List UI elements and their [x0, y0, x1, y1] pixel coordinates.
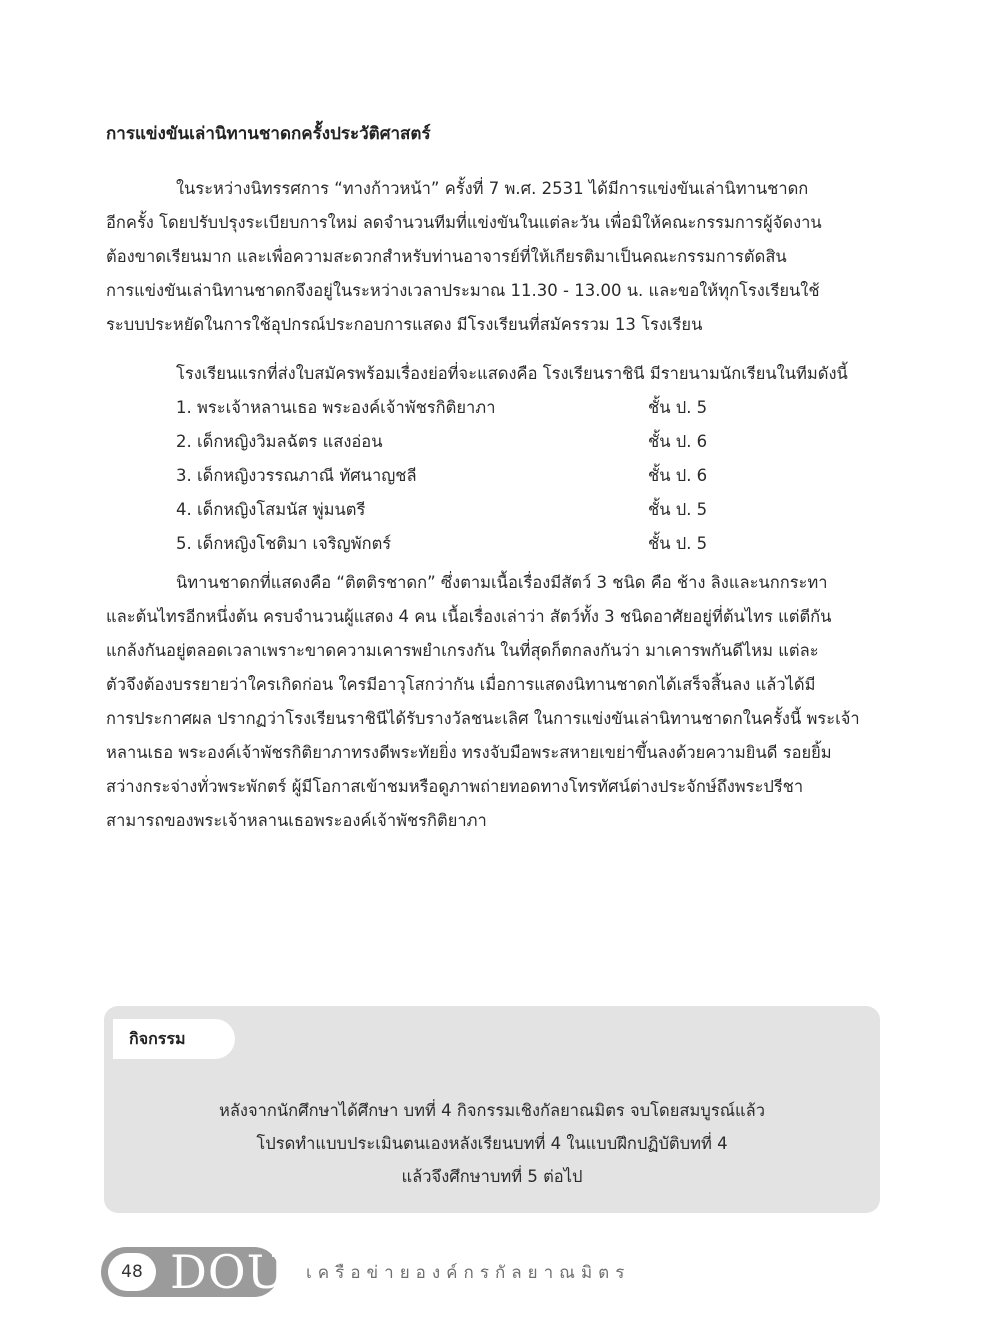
paragraph-line: การประกาศผล ปรากฏว่าโรงเรียนราชินีได้รับรางวัลชนะเลิศ ในการแข่งขันเล่านิทานชาดกในครั้งนี้ พระเจ้า [106, 709, 860, 728]
list-item [176, 527, 736, 561]
paragraph-line: หลานเธอ พระองค์เจ้าพัชรกิติยาภาทรงดีพระทัยยิ่ง ทรงจับมือพระสหายเขย่าขึ้นลงด้วยความยินดี รอยยิ้ม [106, 743, 832, 762]
member-grade: ชั้น ป. 5 [648, 398, 708, 417]
member-grade: ชั้น ป. 5 [648, 534, 708, 553]
paragraph-line: นิทานชาดกที่แสดงคือ “ติตติรชาดก” ซึ่งตามเนื้อเรื่องมีสัตว์ 3 ชนิด คือ ช้าง ลิงและนกกระทา [176, 573, 828, 592]
member-grade: ชั้น ป. 6 [648, 432, 708, 451]
member-name: 5. เด็กหญิงโชติมา เจริญพักตร์ [176, 534, 392, 553]
brand-logo: DOU [170, 1245, 287, 1299]
list-item [176, 391, 736, 425]
member-name: 2. เด็กหญิงวิมลฉัตร แสงอ่อน [176, 432, 383, 451]
team-member-list [176, 391, 736, 561]
activity-line: แล้วจึงศึกษาบทที่ 5 ต่อไป [401, 1167, 583, 1186]
paragraph-line: ระบบประหยัดในการใช้อุปกรณ์ประกอบการแสดง มีโรงเรียนที่สมัครรวม 13 โรงเรียน [106, 315, 703, 334]
list-item [176, 459, 736, 493]
section-heading: การแข่งขันเล่านิทานชาดกครั้งประวัติศาสตร์ [106, 124, 431, 144]
paragraph-first-school [106, 357, 882, 391]
activity-title: กิจกรรม [113, 1019, 235, 1059]
footer-network-text: เครือข่ายองค์กรกัลยาณมิตร [306, 1263, 631, 1283]
activity-line: โปรดทำแบบประเมินตนเองหลังเรียนบทที่ 4 ในแบบฝึกปฏิบัติบทที่ 4 [256, 1134, 728, 1153]
paragraph-line: การแข่งขันเล่านิทานชาดกจึงอยู่ในระหว่างเวลาประมาณ 11.30 - 13.00 น. และขอให้ทุกโรงเรียนใช้ [106, 281, 820, 300]
paragraph-line: สามารถของพระเจ้าหลานเธอพระองค์เจ้าพัชรกิติยาภา [106, 811, 487, 830]
list-item [176, 493, 736, 527]
activity-line: หลังจากนักศึกษาได้ศึกษา บทที่ 4 กิจกรรมเชิงกัลยาณมิตร จบโดยสมบูรณ์แล้ว [218, 1101, 766, 1120]
activity-instructions [104, 1094, 880, 1193]
paragraph-line: ต้องขาดเรียนมาก และเพื่อความสะดวกสำหรับท่านอาจารย์ที่ให้เกียรติมาเป็นคณะกรรมการตัดสิน [106, 247, 787, 266]
member-name: 4. เด็กหญิงโสมนัส พู่มนตรี [176, 500, 366, 519]
paragraph-line: สว่างกระจ่างทั่วพระพักตร์ ผู้มีโอกาสเข้าชมหรือดูภาพถ่ายทอดทางโทรทัศน์ต่างประจักษ์ถึงพระปรีชา [106, 777, 804, 796]
paragraph-line: แกล้งกันอยู่ตลอดเวลาเพราะขาดความเคารพยำเกรงกัน ในที่สุดก็ตกลงกันว่า มาเคารพกันดีไหม แต่ละ [106, 641, 819, 660]
member-grade: ชั้น ป. 5 [648, 500, 708, 519]
paragraph-jataka-story [106, 566, 882, 838]
paragraph-line: และต้นไทรอีกหนึ่งต้น ครบจำนวนผู้แสดง 4 คน เนื้อเรื่องเล่าว่า สัตว์ทั้ง 3 ชนิดอาศัยอยู่ที่ต้นไทร แต่ตีกัน [106, 607, 832, 626]
paragraph-line: ตัวจึงต้องบรรยายว่าใครเกิดก่อน ใครมีอาวุโสกว่ากัน เมื่อการแสดงนิทานชาดกได้เสร็จสิ้นลง แล้วได้มี [106, 675, 816, 694]
member-name: 3. เด็กหญิงวรรณภาณี ทัศนาญชลี [176, 466, 417, 485]
member-grade: ชั้น ป. 6 [648, 466, 708, 485]
member-name: 1. พระเจ้าหลานเธอ พระองค์เจ้าพัชรกิติยาภา [176, 398, 496, 417]
paragraph-exhibition [106, 172, 882, 342]
paragraph-line: อีกครั้ง โดยปรับปรุงระเบียบการใหม่ ลดจำนวนทีมที่แข่งขันในแต่ละวัน เพื่อมิให้คณะกรรมการผู้จัดงาน [106, 213, 822, 232]
paragraph-line: ในระหว่างนิทรรศการ “ทางก้าวหน้า” ครั้งที่ 7 พ.ศ. 2531 ได้มีการแข่งขันเล่านิทานชาดก [176, 179, 809, 198]
paragraph-line: โรงเรียนแรกที่ส่งใบสมัครพร้อมเรื่องย่อที่จะแสดงคือ โรงเรียนราชินี มีรายนามนักเรียนในทีมดังนี้ [176, 364, 848, 383]
list-item [176, 425, 736, 459]
page-number: 48 [108, 1253, 156, 1291]
